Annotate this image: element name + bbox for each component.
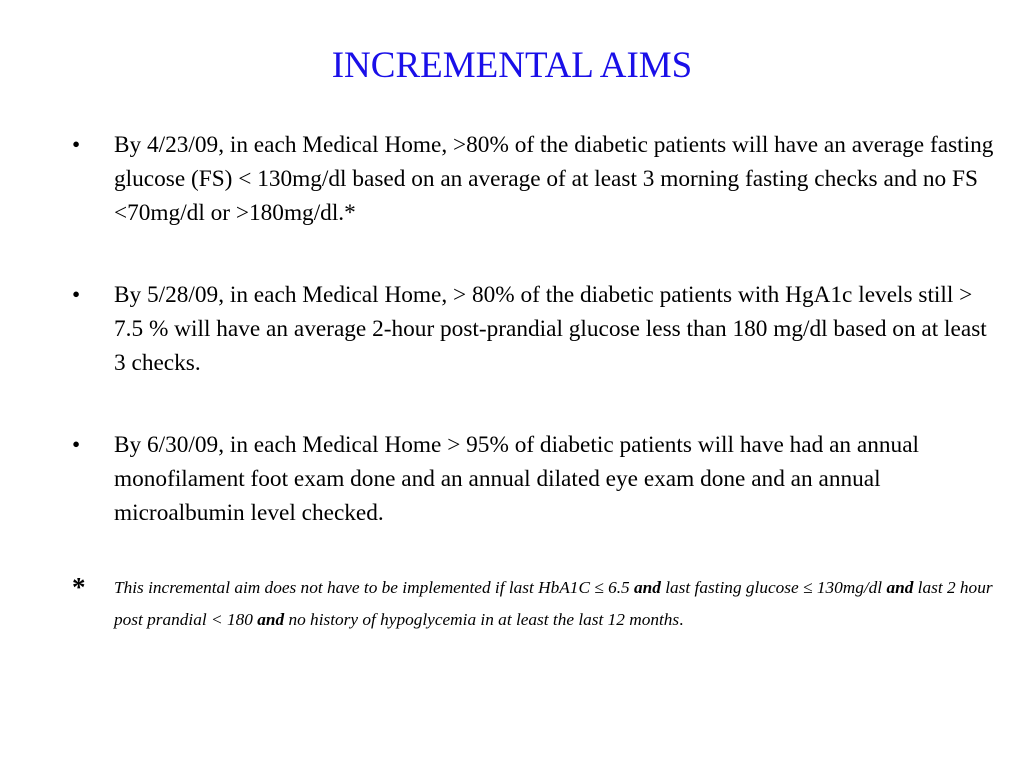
footnote-emphasis: and xyxy=(886,578,914,597)
footnote-part: last 2 hour post prandial < 180 xyxy=(114,578,993,629)
aim-item xyxy=(72,278,1002,380)
bullet-marker: • xyxy=(72,132,81,158)
aim-text: By 6/30/09, in each Medical Home > 95% of diabetic patients will have had an annual monofilament foot exam done and an annual dilated eye exam done and an annual microalbumin level checked. xyxy=(114,432,920,526)
footnote-marker: * xyxy=(72,572,86,602)
aim-item xyxy=(72,428,1002,530)
footnote-emphasis: and xyxy=(634,578,661,597)
footnote-text xyxy=(114,572,1002,636)
footnote-emphasis: and xyxy=(257,610,285,629)
aim-item xyxy=(72,128,1002,230)
footnote-part: last fasting glucose ≤ 130mg/dl xyxy=(660,578,887,597)
aim-text: By 5/28/09, in each Medical Home, > 80% of the diabetic patients with HgA1c levels still > 7.5 % will have an average 2-hour post-prandial glucose less than 180 mg/dl based on at least 3 checks. xyxy=(114,282,987,376)
footnote xyxy=(72,572,1002,636)
bullet-marker: • xyxy=(72,282,81,308)
footnote-part: This incremental aim does not have to be implemented if last HbA1C ≤ 6.5 xyxy=(114,578,635,597)
slide-title: INCREMENTAL AIMS xyxy=(331,45,693,86)
aims-list xyxy=(72,128,1002,578)
footnote-part: no history of hypoglycemia in at least the last 12 months xyxy=(284,610,680,629)
footnote-end: . xyxy=(679,610,684,629)
aim-text: By 4/23/09, in each Medical Home, >80% of the diabetic patients will have an average fasting glucose (FS) < 130mg/dl based on an average of at least 3 morning fasting checks and no FS <70mg/dl or >180mg/dl.* xyxy=(114,132,994,226)
bullet-marker: • xyxy=(72,432,81,458)
